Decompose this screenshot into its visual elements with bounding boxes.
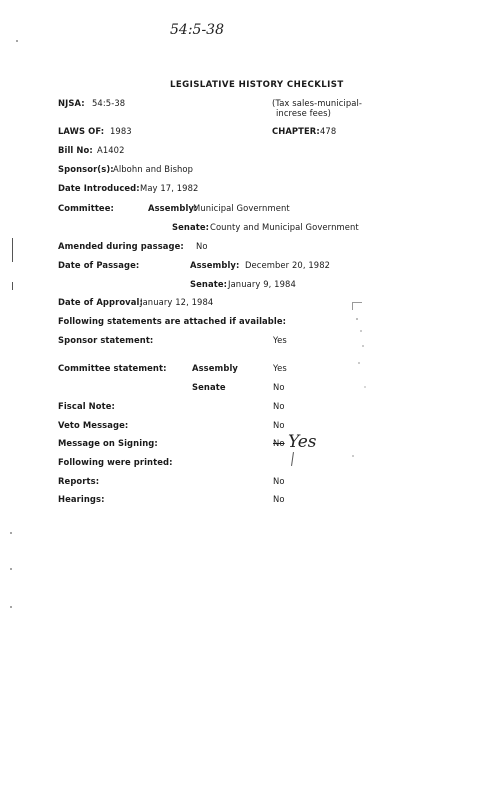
reports-label: Reports: (58, 476, 100, 486)
bill-no-value: A1402 (97, 145, 125, 155)
sponsors-value: Albohn and Bishop (113, 164, 194, 174)
njsa-label: NJSA: (58, 98, 85, 108)
committee-statement-assembly-label: Assembly (192, 363, 238, 373)
passage-assembly-label: Assembly: (190, 260, 240, 270)
committee-assembly-value: Municipal Government (193, 203, 290, 213)
bill-no-label: Bill No: (58, 145, 93, 155)
date-introduced-value: May 17, 1982 (140, 183, 199, 193)
sponsor-statement-value: Yes (273, 335, 287, 345)
following-printed-text: Following were printed: (58, 457, 173, 467)
laws-of-label: LAWS OF: (58, 126, 105, 136)
message-on-signing-value: No (273, 438, 285, 448)
laws-of-value: 1983 (110, 126, 132, 136)
fiscal-note-label: Fiscal Note: (58, 401, 115, 411)
njsa-value: 54:5-38 (92, 98, 126, 108)
following-attached-text: Following statements are attached if available: (58, 316, 287, 326)
committee-statement-senate-value: No (273, 382, 285, 392)
sponsors-label: Sponsor(s): (58, 164, 114, 174)
fiscal-note-value: No (273, 401, 285, 411)
scan-speck (10, 568, 12, 570)
bleed-speck (352, 455, 354, 457)
chapter-value: 478 (320, 126, 337, 136)
date-of-approval-value: January 12, 1984 (140, 297, 214, 307)
scan-speck (10, 606, 12, 608)
page-title: LEGISLATIVE HISTORY CHECKLIST (170, 80, 344, 90)
hearings-label: Hearings: (58, 494, 105, 504)
committee-senate-label: Senate: (172, 222, 210, 232)
veto-message-value: No (273, 420, 285, 430)
bleed-speck (364, 386, 366, 388)
handwritten-number: 54:5-38 (170, 22, 224, 38)
bleed-speck (362, 345, 364, 347)
handwritten-stroke (291, 452, 294, 466)
bleed-speck (360, 330, 362, 332)
passage-senate-label: Senate: (190, 279, 228, 289)
bleed-mark (352, 302, 353, 310)
passage-senate-value: January 9, 1984 (228, 279, 296, 289)
committee-statement-label: Committee statement: (58, 363, 167, 373)
scan-mark-margin-2 (12, 282, 13, 290)
message-on-signing-handwritten: Yes (288, 432, 317, 452)
subject-line-2: increse fees) (276, 108, 332, 118)
date-introduced-label: Date Introduced: (58, 183, 140, 193)
committee-assembly-label: Assembly: (148, 203, 198, 213)
bleed-speck (356, 318, 358, 320)
scan-speck (16, 40, 18, 42)
bleed-mark (352, 302, 362, 303)
message-on-signing-label: Message on Signing: (58, 438, 158, 448)
scan-mark-margin-1 (12, 238, 13, 262)
amended-value: No (196, 241, 208, 251)
committee-senate-value: County and Municipal Government (210, 222, 359, 232)
committee-label: Committee: (58, 203, 114, 213)
hearings-value: No (273, 494, 285, 504)
reports-value: No (273, 476, 285, 486)
scan-speck (10, 532, 12, 534)
committee-statement-senate-label: Senate (192, 382, 226, 392)
date-of-approval-label: Date of Approval: (58, 297, 143, 307)
date-of-passage-label: Date of Passage: (58, 260, 140, 270)
chapter-label: CHAPTER: (272, 126, 320, 136)
veto-message-label: Veto Message: (58, 420, 129, 430)
sponsor-statement-label: Sponsor statement: (58, 335, 154, 345)
passage-assembly-value: December 20, 1982 (245, 260, 331, 270)
committee-statement-assembly-value: Yes (273, 363, 287, 373)
amended-label: Amended during passage: (58, 241, 184, 251)
subject-line-1: (Tax sales-municipal- (272, 98, 363, 108)
bleed-speck (358, 362, 360, 364)
